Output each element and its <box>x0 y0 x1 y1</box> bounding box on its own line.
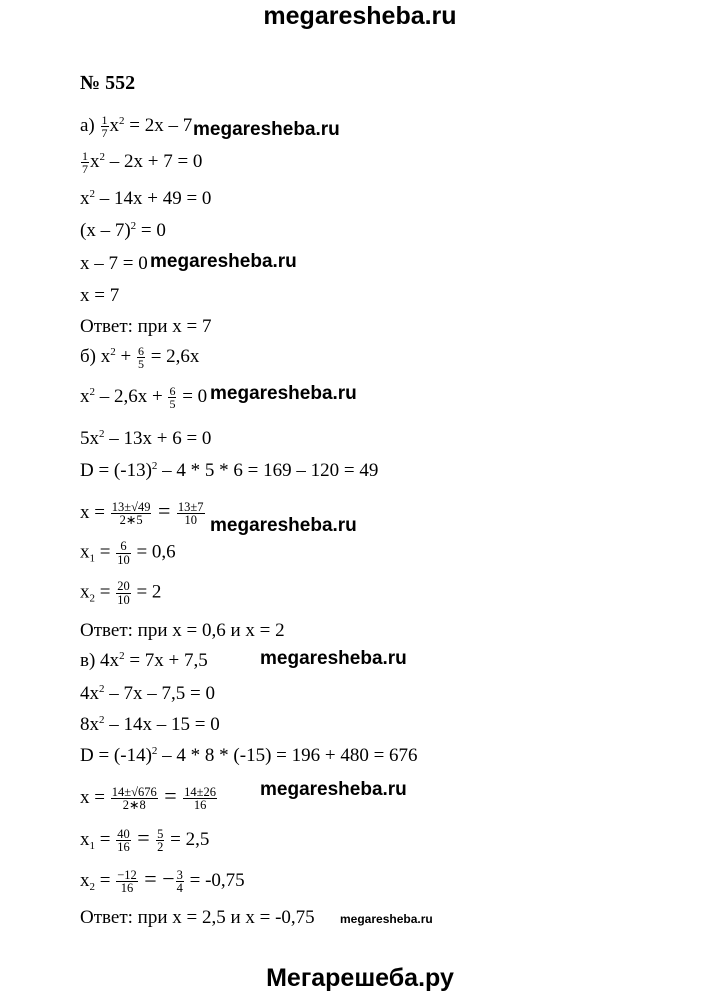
part-c-line-4: $D = (-14)^2 - 4 * 8 * (-15) = 196 + 480 = 676$ <box>80 745 418 766</box>
part-c-line-1: в) $4x^2 = 7x + 7,5$ <box>80 650 208 671</box>
watermark: megaresheba.ru <box>193 119 340 140</box>
watermark: megaresheba.ru <box>150 251 297 272</box>
part-c-line-2: $4x^2 - 7x - 7,5 = 0$ <box>80 683 215 704</box>
part-c-line-5: x = $\frac{14\pm√676}{2∗8}$ = $\frac{14\pm 26}{16}$ <box>80 783 216 813</box>
part-c-line-6: $x_1$ = $\frac{40}{16}$ = $\frac{5}{2}$ = 2,5 <box>80 825 210 855</box>
part-b-answer: Ответ: при x = 0,6 и x = 2 <box>80 620 285 641</box>
watermark: megaresheba.ru <box>340 912 433 926</box>
part-c-answer: Ответ: при x = 2,5 и x = -0,75 <box>80 907 315 928</box>
part-a-line-6: x = 7 <box>80 285 120 306</box>
part-a-line-3: $x^2 - 14x + 49 = 0$ <box>80 188 212 209</box>
site-header: megaresheba.ru <box>263 2 457 30</box>
part-b-line-2: $x^2 - 2,6x$ + $\frac{6}{5}$ = 0 <box>80 384 208 411</box>
part-b-line-4: $D = (-13)^2 - 4 * 5 * 6 = 169 - 120 = 49$ <box>80 460 379 481</box>
problem-number: № 552 <box>80 72 136 94</box>
part-b-line-5: x = $\frac{13\pm√49}{2∗5}$ = $\frac{13\pm 7}{10}$ <box>80 498 204 528</box>
part-a-line-5: x – 7 = 0 <box>80 253 148 274</box>
watermark: megaresheba.ru <box>260 648 407 669</box>
watermark: megaresheba.ru <box>210 383 357 404</box>
part-b-line-7: $x_2$ = $\frac{20}{10}$ = 2 <box>80 579 162 607</box>
watermark: megaresheba.ru <box>210 515 357 536</box>
part-b-line-3: $5x^2 - 13x + 6 = 0$ <box>80 428 212 449</box>
part-a-line-4: (x – 7)$^2$ = 0 <box>80 220 166 241</box>
part-a-line-2: $\frac{1}{7}$ $x^2 - 2x + 7 = 0$ <box>82 149 203 176</box>
part-c-line-3: $8x^2 - 14x - 15 = 0$ <box>80 714 220 735</box>
part-a-line-1: а) $\frac{1}{7}$ $x^2 = 2x - 7$ <box>80 113 193 140</box>
site-footer: Мегарешеба.ру <box>266 964 454 992</box>
part-b-line-6: $x_1$ = $\frac{6}{10}$ = 0,6 <box>80 539 176 567</box>
part-c-line-7: $x_2$ = $\frac{-12}{16}$ = − $\frac{3}{4}$ = -0,75 <box>80 866 245 896</box>
watermark: megaresheba.ru <box>260 779 407 800</box>
part-b-line-1: б) $x^2$ + $\frac{6}{5}$ = 2,6x <box>80 344 200 371</box>
part-a-answer: Ответ: при x = 7 <box>80 316 212 337</box>
